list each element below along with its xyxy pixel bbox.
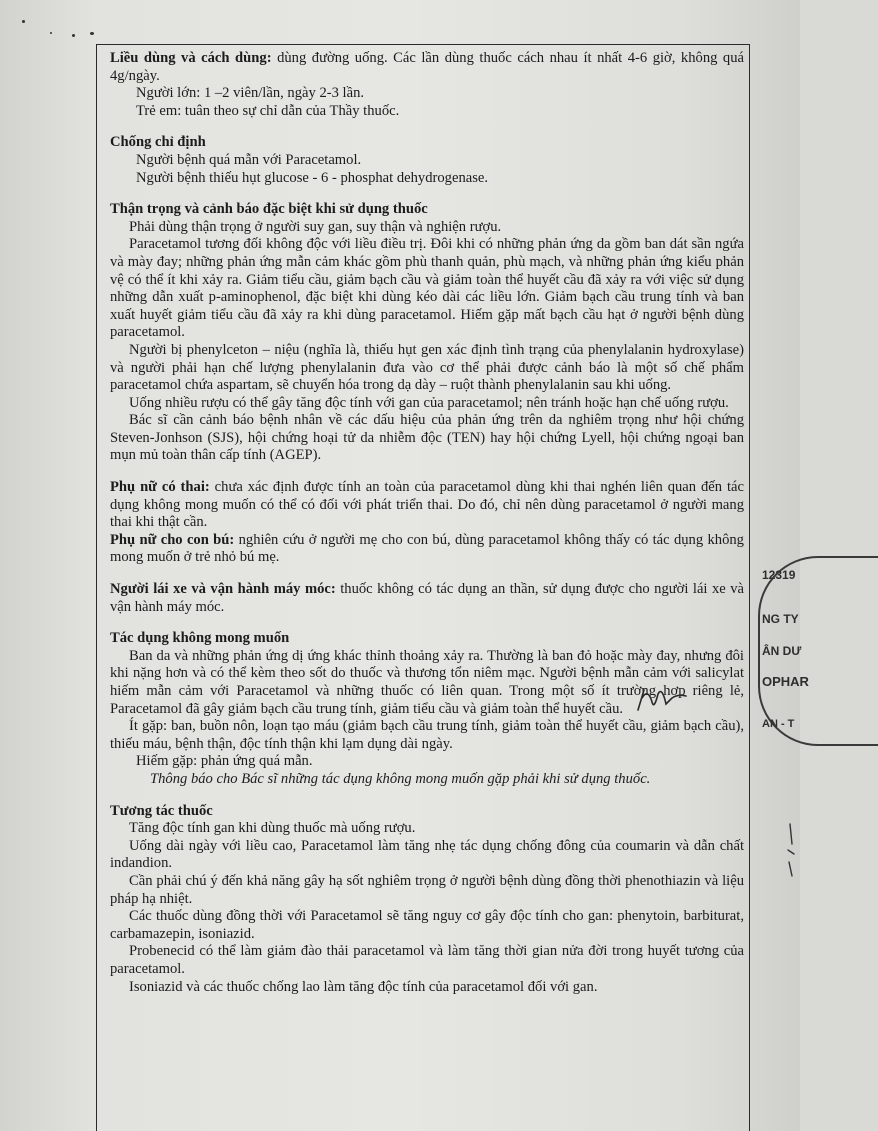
breastfeeding-text: nghiên cứu ở người mẹ cho con bú, dùng paracetamol không thấy có tác dụng không mong muốn ở trẻ nhỏ bú mẹ.: [110, 531, 744, 566]
breastfeeding-paragraph: [110, 532, 744, 567]
dosage-adult: Người lớn: 1 –2 viên/lần, ngày 2-3 lần.: [136, 85, 365, 102]
side-effects-paragraph: Ban da và những phản ứng dị ứng khác thỉnh thoảng xảy ra. Thường là ban đỏ hoặc mày đay, nhưng đôi khi nặng hơn và có thể kèm theo sốt do thuốc và thương tổn niêm mạc. Người bệnh mẫn cảm với salicylat hiếm mẫn cảm với Paracetamol và những thuốc có liên quan. Trong một số ít trường hợp riêng lẻ, Paracetamol đã gây giảm bạch cầu trung tính, giảm tiểu cầu và giảm toàn thể huyết cầu.: [110, 647, 744, 717]
interactions-paragraph: Probenecid có thể làm giảm đào thải paracetamol và làm tăng thời gian nửa đời trong huyết tương của paracetamol.: [110, 943, 744, 977]
section-warnings: [110, 201, 744, 465]
document-body: [110, 50, 744, 996]
spacer: [110, 465, 744, 479]
section-contraindications: [110, 134, 744, 187]
section-pregnancy: [110, 479, 744, 567]
side-effects-rare: Hiếm gặp: phản ứng quá mẫn.: [136, 753, 313, 770]
spacer: [110, 616, 744, 630]
spacer: [110, 120, 744, 134]
spacer: [110, 187, 744, 201]
warnings-paragraph: Người bị phenylceton – niệu (nghĩa là, thiếu hụt gen xác định tình trạng của phenylalanin hydroxylase) và người phải hạn chế lượng phenylalanin đưa vào cơ thể phải được cảnh báo là một số chế phẩm paracetamol chứa aspartam, sẽ chuyển hóa trong dạ dày – ruột thành phenylalanin sau khi uống.: [110, 341, 744, 394]
interactions-heading: Tương tác thuốc: [110, 802, 213, 819]
spacer: [110, 789, 744, 803]
breastfeeding-heading: Phụ nữ cho con bú:: [110, 531, 235, 548]
warnings-paragraph: Paracetamol tương đối không độc với liều điều trị. Đôi khi có những phản ứng da gồm ban dát sần ngứa và mày đay; những phản ứng mẫn cảm khác gồm phù thanh quản, phù mạch, và những phản ứng kiểu phản vệ có thể ít khi xảy ra. Giảm tiểu cầu, giảm bạch cầu và giảm toàn thể huyết cầu đã xảy ra với việc sử dụng những dẫn xuất p-aminophenol, đặc biệt khi dùng kéo dài các liều lớn. Giảm bạch cầu trung tính và ban xuất huyết giảm tiểu cầu đã xảy ra khi dùng paracetamol. Hiếm gặp mất bạch cầu hạt ở người bệnh dùng paracetamol.: [110, 236, 744, 341]
side-effects-heading: Tác dụng không mong muốn: [110, 630, 290, 647]
contraindications-heading: Chống chỉ định: [110, 134, 206, 151]
edge-pen-mark: [780, 820, 800, 880]
company-stamp: [752, 556, 809, 746]
interactions-paragraph: Các thuốc dùng đồng thời với Paracetamol sẽ tăng nguy cơ gây độc tính cho gan: phenytoin, barbiturat, carbamazepin, isoniazid.: [110, 908, 744, 942]
stamp-text: AN - T: [762, 718, 795, 730]
stamp-text: NG TY: [762, 612, 799, 626]
driving-heading: Người lái xe và vận hành máy móc:: [110, 581, 336, 598]
section-driving: [110, 581, 744, 616]
pregnancy-paragraph: [110, 479, 744, 532]
interactions-paragraph: Uống dài ngày với liều cao, Paracetamol làm tăng nhẹ tác dụng chống đông của coumarin và dẫn chất indandion.: [110, 837, 744, 872]
driving-text: thuốc không có tác dụng an thần, sử dụng được cho người lái xe và vận hành máy móc.: [110, 581, 744, 615]
driving-paragraph: [110, 581, 744, 616]
dosage-heading: Liều dùng và cách dùng:: [110, 50, 272, 66]
dosage-text: dùng đường uống. Các lần dùng thuốc cách nhau ít nhất 4-6 giờ, không quá 4g/ngày.: [110, 50, 744, 84]
stamp-text: ÂN DƯ: [762, 644, 802, 658]
spacer: [110, 567, 744, 581]
side-effects-paragraph: Ít gặp: ban, buồn nôn, loạn tạo máu (giảm bạch cầu trung tính, giảm toàn thể huyết cầu, giảm bạch cầu), thiếu máu, bệnh thận, độc tính thận khi lạm dụng dài ngày.: [110, 718, 744, 752]
warnings-paragraph: Uống nhiều rượu có thể gây tăng độc tính với gan của paracetamol; nên tránh hoặc hạn chế uống rượu.: [129, 394, 729, 411]
contraindication-item: Người bệnh quá mẫn với Paracetamol.: [136, 151, 362, 168]
interactions-paragraph: Tăng độc tính gan khi dùng thuốc mà uống rượu.: [129, 820, 416, 837]
warnings-paragraph: Bác sĩ cần cảnh báo bệnh nhân về các dấu hiệu của phản ứng trên da nghiêm trọng như hội chứng Steven-Jonhson (SJS), hội chứng hoại tử da nhiễm độc (TEN) hay hội chứng Lyell, hội chứng ngoại ban mụn mủ toàn thân cấp tính (AGEP).: [110, 412, 744, 464]
stamp-text: OPHAR: [762, 674, 809, 689]
section-dosage: [110, 50, 744, 120]
interactions-paragraph: Isoniazid và các thuốc chống lao làm tăng độc tính của paracetamol đối với gan.: [129, 978, 598, 995]
warnings-paragraph: Phải dùng thận trọng ở người suy gan, suy thận và nghiện rượu.: [129, 218, 502, 235]
stamp-text: 12319: [762, 568, 796, 582]
dosage-paragraph: [110, 50, 744, 85]
handwritten-initials: [632, 680, 692, 716]
dosage-child: Trẻ em: tuân theo sự chỉ dẫn của Thầy thuốc.: [136, 102, 400, 119]
section-interactions: [110, 803, 744, 997]
side-effects-notice: Thông báo cho Bác sĩ những tác dụng không mong muốn gặp phải khi sử dụng thuốc.: [150, 770, 651, 787]
pregnancy-heading: Phụ nữ có thai:: [110, 479, 210, 496]
warnings-heading: Thận trọng và cảnh báo đặc biệt khi sử dụng thuốc: [110, 201, 428, 218]
interactions-paragraph: Cần phải chú ý đến khả năng gây hạ sốt nghiêm trọng ở người bệnh dùng đồng thời phenothiazin và liệu pháp hạ nhiệt.: [110, 872, 744, 907]
pregnancy-text: chưa xác định được tính an toàn của paracetamol dùng khi thai nghén liên quan đến tác dụng không mong muốn có thể có đối với phát triển thai. Do đó, chỉ nên dùng paracetamol ở người mang thai khi thật cần.: [110, 479, 745, 531]
contraindication-item: Người bệnh thiếu hụt glucose - 6 - phosphat dehydrogenase.: [136, 169, 489, 186]
